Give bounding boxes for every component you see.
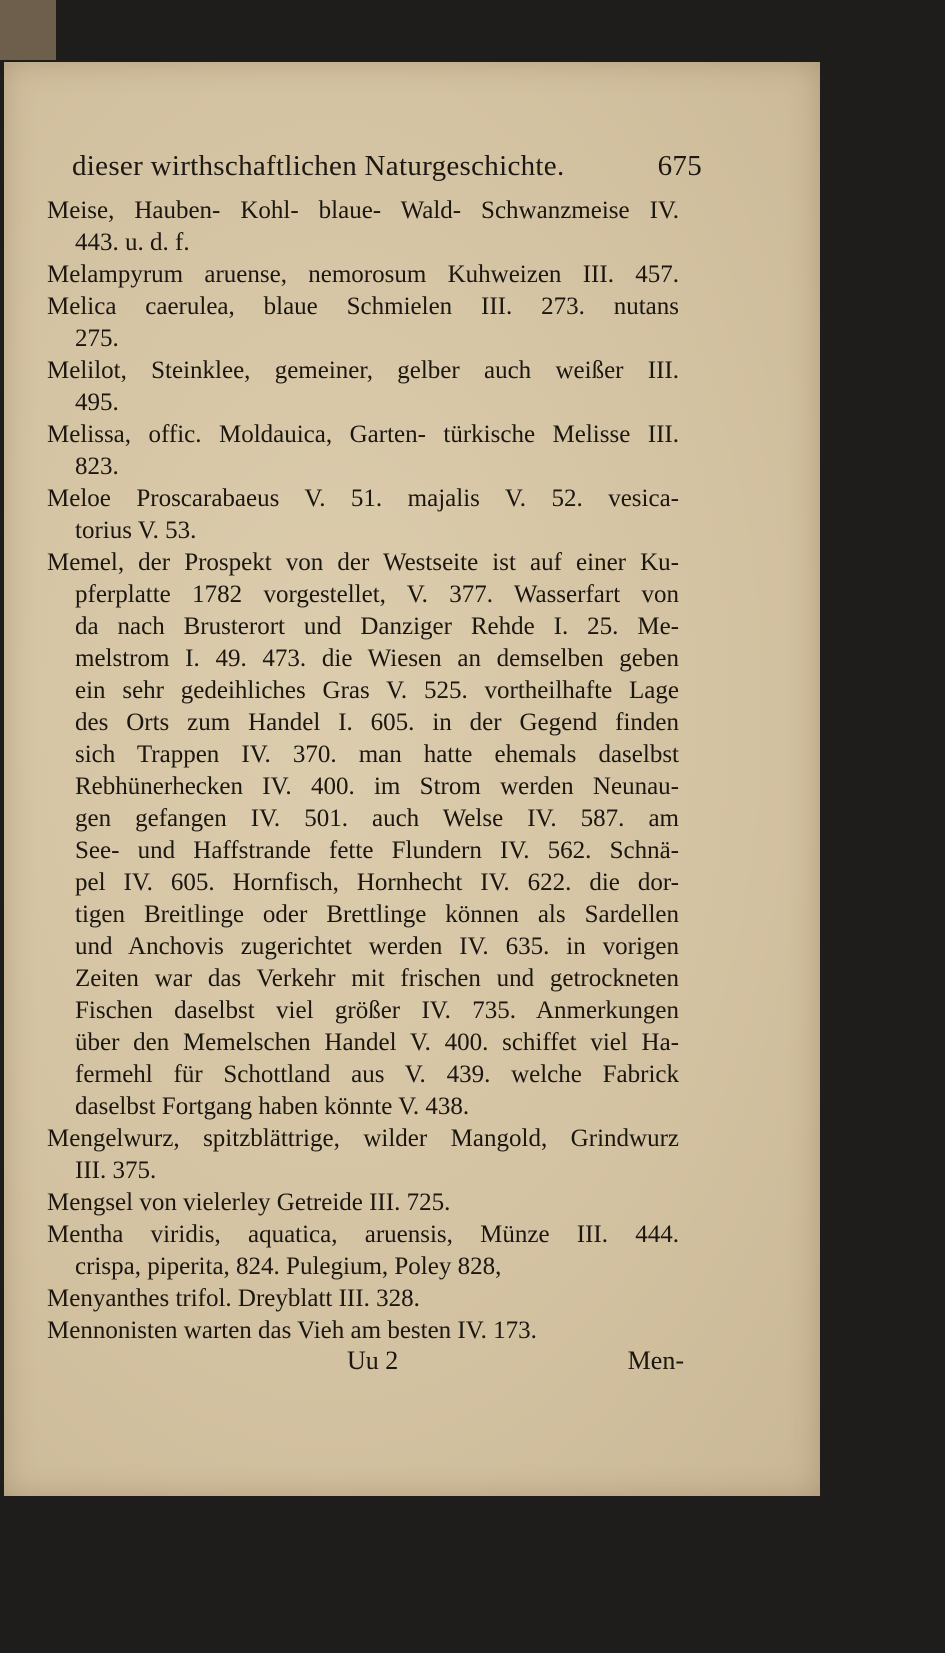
running-header: [72, 150, 702, 183]
text-line: pferplatte 1782 vorgestellet, V. 377. Wasserfart von: [75, 581, 679, 608]
text-line: und Anchovis zugerichtet werden IV. 635. in vorigen: [75, 933, 679, 960]
text-line: Meloe Proscarabaeus V. 51. majalis V. 52. vesica-: [47, 485, 679, 512]
text-line: 823.: [75, 453, 119, 480]
text-line: sich Trappen IV. 370. man hatte ehemals daselbst: [75, 741, 679, 768]
text-line: ein sehr gedeihliches Gras V. 525. vortheilhafte Lage: [75, 677, 679, 704]
text-line: Melilot, Steinklee, gemeiner, gelber auch weißer III.: [47, 357, 679, 384]
text-line: Meise, Hauben- Kohl- blaue- Wald- Schwanzmeise IV.: [47, 197, 679, 224]
text-line: Mentha viridis, aquatica, aruensis, Münze III. 444.: [47, 1221, 679, 1248]
text-line: fermehl für Schottland aus V. 439. welche Fabrick: [75, 1061, 679, 1088]
text-line: torius V. 53.: [75, 517, 197, 544]
text-line: Menyanthes trifol. Dreyblatt III. 328.: [47, 1285, 420, 1312]
text-line: Zeiten war das Verkehr mit frischen und getrockneten: [75, 965, 679, 992]
text-line: über den Memelschen Handel V. 400. schiffet viel Ha-: [75, 1029, 679, 1056]
text-line: Memel, der Prospekt von der Westseite ist auf einer Ku-: [47, 549, 679, 576]
adjacent-page-edge: [0, 0, 56, 60]
text-line: Mengelwurz, spitzblättrige, wilder Mangold, Grindwurz: [47, 1125, 679, 1152]
text-line: crispa, piperita, 824. Pulegium, Poley 828,: [75, 1253, 502, 1280]
text-line: daselbst Fortgang haben könnte V. 438.: [75, 1093, 470, 1120]
text-line: des Orts zum Handel I. 605. in der Gegend finden: [75, 709, 679, 736]
text-line: tigen Breitlinge oder Brettlinge können als Sardellen: [75, 901, 679, 928]
text-line: Mengsel von vielerley Getreide III. 725.: [47, 1189, 451, 1216]
text-line: See- und Haffstrande fette Flundern IV. 562. Schnä-: [75, 837, 679, 864]
text-line: Rebhünerhecken IV. 400. im Strom werden Neunau-: [75, 773, 679, 800]
text-line: da nach Brusterort und Danziger Rehde I. 25. Me-: [75, 613, 679, 640]
index-entries: [47, 195, 679, 1347]
text-line: gen gefangen IV. 501. auch Welse IV. 587. am: [75, 805, 679, 832]
running-title: dieser wirthschaftlichen Naturgeschichte.: [72, 150, 565, 182]
text-line: Melampyrum aruense, nemorosum Kuhweizen III. 457.: [47, 261, 679, 288]
text-line: Melissa, offic. Moldauica, Garten- türkische Melisse III.: [47, 421, 679, 448]
text-line: 443. u. d. f.: [75, 229, 190, 256]
text-line: Mennonisten warten das Vieh am besten IV. 173.: [47, 1317, 537, 1344]
page-number: 675: [657, 150, 702, 182]
text-line: pel IV. 605. Hornfisch, Hornhecht IV. 622. die dor-: [75, 869, 679, 896]
text-line: III. 375.: [75, 1157, 157, 1184]
catchword: Men-: [627, 1346, 684, 1375]
text-line: melstrom I. 49. 473. die Wiesen an demselben geben: [75, 645, 679, 672]
text-line: 275.: [75, 325, 119, 352]
text-line: Melica caerulea, blaue Schmielen III. 273. nutans: [47, 293, 679, 320]
text-line: 495.: [75, 389, 119, 416]
text-line: Fischen daselbst viel größer IV. 735. Anmerkungen: [75, 997, 679, 1024]
page-footer: [347, 1346, 684, 1376]
signature-mark: Uu 2: [347, 1346, 399, 1375]
